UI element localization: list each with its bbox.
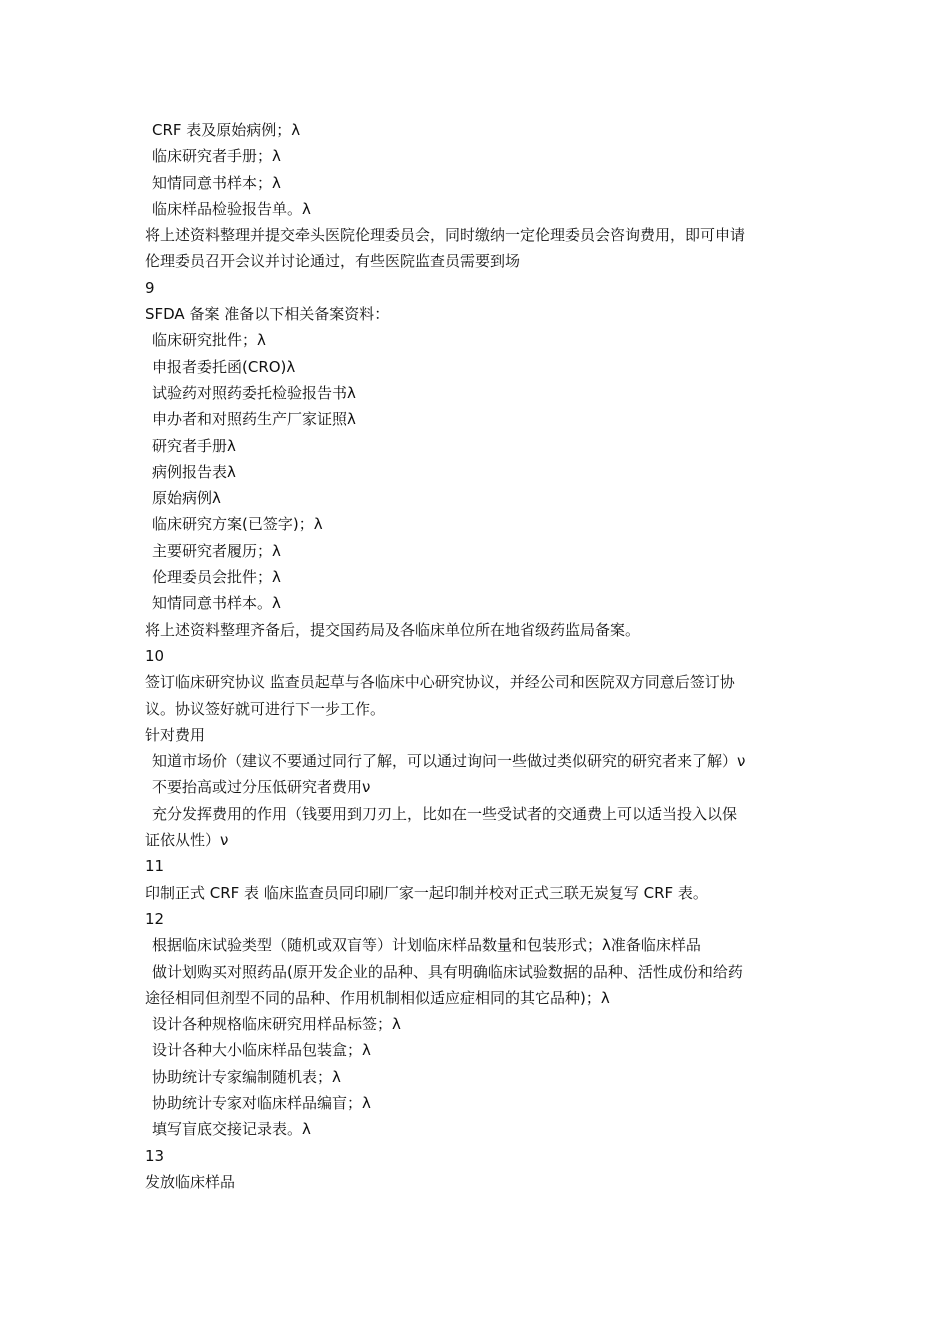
text-line: 临床研究批件；λ bbox=[152, 331, 266, 350]
text-line: 议。协议签好就可进行下一步工作。 bbox=[145, 699, 386, 718]
text-line: 13 bbox=[145, 1146, 165, 1165]
text-line: 申办者和对照药生产厂家证照λ bbox=[152, 410, 356, 429]
text-line: 病例报告表λ bbox=[152, 462, 236, 481]
text-line: 申报者委托函(CRO)λ bbox=[152, 357, 296, 376]
text-line: 临床研究方案(已签字)；λ bbox=[152, 515, 323, 534]
text-line: SFDA 备案 准备以下相关备案资料： bbox=[145, 305, 390, 324]
text-line: 知情同意书样本；λ bbox=[152, 173, 281, 192]
text-line: CRF 表及原始病例；λ bbox=[152, 121, 301, 139]
text-line: 途径相同但剂型不同的品种、作用机制相似适应症相同的其它品种)；λ bbox=[145, 988, 610, 1007]
text-line: 临床研究者手册；λ bbox=[152, 147, 281, 166]
text-line: 填写盲底交接记录表。λ bbox=[152, 1120, 311, 1139]
text-line: 11 bbox=[145, 857, 165, 876]
text-line: 不要抬高或过分压低研究者费用ν bbox=[152, 778, 371, 797]
text-line: 协助统计专家对临床样品编盲；λ bbox=[152, 1093, 371, 1112]
text-line: 设计各种大小临床样品包装盒；λ bbox=[152, 1041, 371, 1060]
document-body bbox=[145, 117, 815, 1195]
text-line: 针对费用 bbox=[145, 725, 206, 744]
text-line: 知情同意书样本。λ bbox=[152, 594, 281, 613]
text-line: 伦理委员召开会议并讨论通过，有些医院监查员需要到场 bbox=[145, 252, 521, 271]
text-line: 发放临床样品 bbox=[145, 1172, 236, 1191]
text-line: 9 bbox=[145, 278, 155, 297]
text-line: 签订临床研究协议 监查员起草与各临床中心研究协议，并经公司和医院双方同意后签订协 bbox=[145, 673, 735, 692]
text-line: 研究者手册λ bbox=[152, 436, 236, 455]
text-line: 主要研究者履历；λ bbox=[152, 541, 281, 560]
text-line: 知道市场价（建议不要通过同行了解，可以通过询问一些做过类似研究的研究者来了解）ν bbox=[152, 752, 746, 771]
text-line: 将上述资料整理并提交牵头医院伦理委员会，同时缴纳一定伦理委员会咨询费用，即可申请 bbox=[145, 226, 746, 245]
text-line: 临床样品检验报告单。λ bbox=[152, 199, 311, 218]
text-line: 10 bbox=[145, 646, 165, 665]
text-line: 协助统计专家编制随机表；λ bbox=[152, 1067, 341, 1086]
text-line: 原始病例λ bbox=[152, 489, 221, 508]
text-line: 根据临床试验类型（随机或双盲等）计划临床样品数量和包装形式；λ准备临床样品 bbox=[152, 936, 701, 955]
text-line: 充分发挥费用的作用（钱要用到刀刃上，比如在一些受试者的交通费上可以适当投入以保 bbox=[152, 804, 738, 823]
text-line: 做计划购买对照药品(原开发企业的品种、具有明确临床试验数据的品种、活性成份和给药 bbox=[152, 962, 743, 981]
text-line: 设计各种规格临床研究用样品标签；λ bbox=[152, 1015, 401, 1034]
text-line: 印制正式 CRF 表 临床监查员同印刷厂家一起印制并校对正式三联无炭复写 CRF 表。 bbox=[145, 883, 708, 902]
text-line: 试验药对照药委托检验报告书λ bbox=[152, 383, 356, 402]
text-line: 将上述资料整理齐备后，提交国药局及各临床单位所在地省级药监局备案。 bbox=[145, 620, 641, 639]
text-line: 证依从性）ν bbox=[145, 831, 229, 850]
text-line: 伦理委员会批件；λ bbox=[152, 568, 281, 587]
text-line: 12 bbox=[145, 909, 165, 928]
